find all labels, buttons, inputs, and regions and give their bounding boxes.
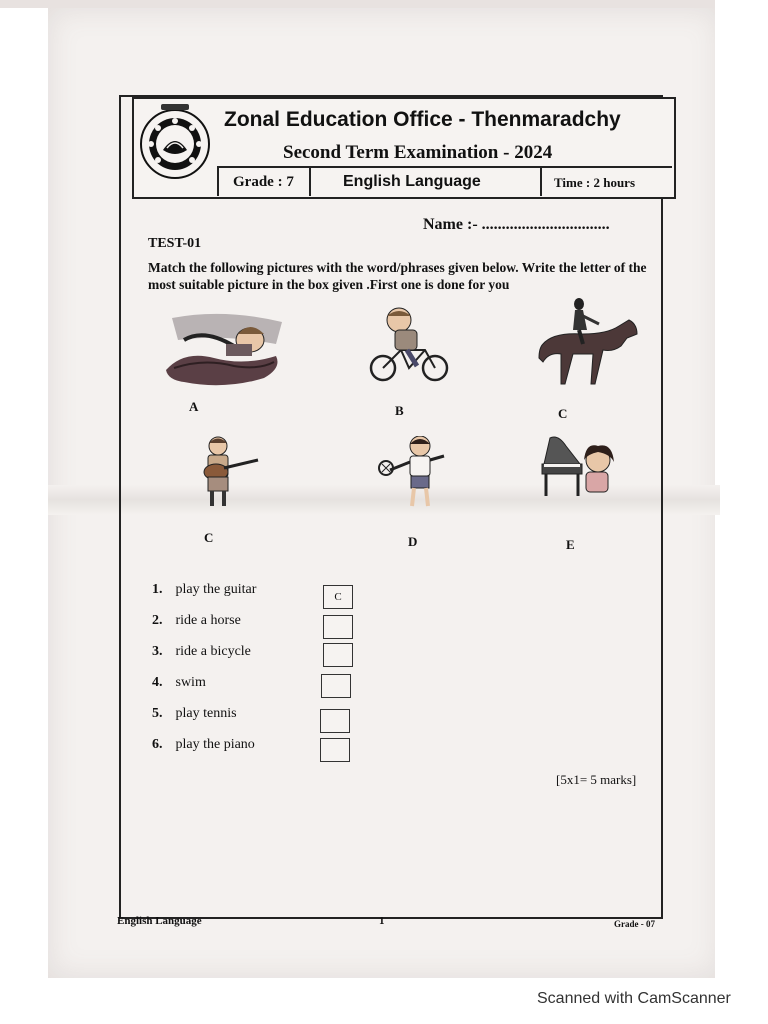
question-number: 5. (152, 706, 163, 721)
name-field[interactable]: Name :- ................................ (423, 216, 610, 233)
question-number: 6. (152, 737, 163, 752)
subject-label: English Language (309, 168, 540, 196)
exam-info-row (217, 166, 672, 196)
office-title: Zonal Education Office - Thenmaradchy (224, 108, 621, 131)
picture-label-a: A (189, 399, 199, 414)
list-item (152, 675, 206, 691)
question-number: 1. (152, 582, 163, 597)
list-item (152, 706, 237, 722)
answer-box-4[interactable] (321, 674, 351, 698)
horse-rider-icon (533, 298, 641, 386)
question-number: 2. (152, 613, 163, 628)
list-item (152, 644, 251, 660)
question-number: 3. (152, 644, 163, 659)
question-text: play the piano (175, 737, 255, 752)
marks-label: [5x1= 5 marks] (556, 772, 637, 787)
picture-label-e: E (566, 537, 575, 552)
time-label: Time : 2 hours (540, 168, 672, 196)
question-text: ride a bicycle (175, 644, 251, 659)
grade-label: Grade : 7 (217, 168, 309, 196)
picture-label-c: C (558, 406, 568, 421)
list-item (152, 613, 241, 629)
scan-margin (715, 0, 768, 980)
guitar-player-icon (194, 436, 260, 510)
exam-title: Second Term Examination - 2024 (283, 142, 553, 163)
question-text: swim (175, 675, 206, 690)
question-number: 4. (152, 675, 163, 690)
zonal-office-logo-icon (137, 102, 213, 182)
paper-top-edge (0, 0, 768, 8)
tennis-player-icon (376, 436, 452, 510)
cyclist-icon (365, 306, 453, 384)
question-text: play tennis (175, 706, 237, 721)
list-item (152, 737, 255, 753)
test-id: TEST-01 (148, 236, 202, 251)
swimmer-icon (164, 310, 284, 388)
page-number: 1 (379, 915, 385, 927)
question-text: play the guitar (175, 582, 257, 597)
answer-box-3[interactable] (323, 643, 353, 667)
answer-box-5[interactable] (320, 709, 350, 733)
answer-box-1[interactable]: C (323, 585, 353, 609)
answer-box-2[interactable] (323, 615, 353, 639)
picture-label-b: B (395, 403, 404, 418)
instruction-text: Match the following pictures with the word/phrases given below. Write the letter of the most suitable picture in the box given .First one is done for you (148, 260, 647, 292)
piano-player-icon (540, 434, 620, 500)
answer-box-6[interactable] (320, 738, 350, 762)
picture-label-d: D (408, 534, 418, 549)
question-text: ride a horse (175, 613, 241, 628)
footer-grade: Grade - 07 (614, 919, 655, 929)
footer-subject: English Language (117, 915, 202, 927)
picture-label-c-2: C (204, 530, 214, 545)
scanner-watermark: Scanned with CamScanner (537, 990, 731, 1007)
list-item (152, 582, 256, 598)
